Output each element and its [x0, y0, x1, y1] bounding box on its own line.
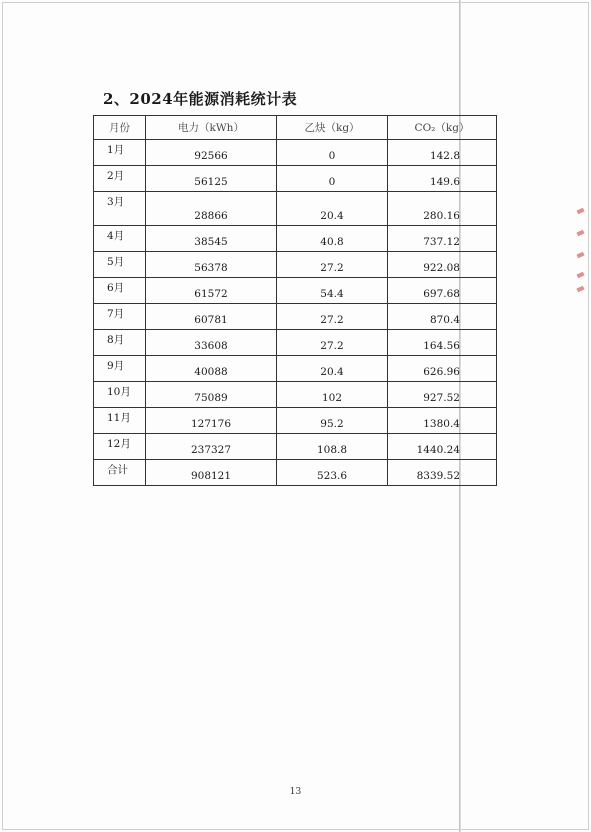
cell-acetylene: 102: [277, 382, 388, 408]
cell-electricity: 38545: [146, 226, 277, 252]
cell-co2: 737.12: [388, 226, 497, 252]
cell-month: 12月: [94, 434, 146, 460]
cell-co2: 870.4: [388, 304, 497, 330]
cell-acetylene: 0: [277, 140, 388, 166]
cell-total-acetylene: 523.6: [277, 460, 388, 486]
cell-co2: 922.08: [388, 252, 497, 278]
cell-electricity: 127176: [146, 408, 277, 434]
cell-month: 10月: [94, 382, 146, 408]
table-row: [94, 140, 497, 166]
table-row: [94, 434, 497, 460]
cell-co2: 1440.24: [388, 434, 497, 460]
cell-total-label: 合计: [94, 460, 146, 486]
header-co2: CO₂（kg）: [388, 116, 497, 140]
table-row: [94, 166, 497, 192]
energy-consumption-table: [93, 115, 497, 486]
cell-electricity: 33608: [146, 330, 277, 356]
cell-month: 6月: [94, 278, 146, 304]
table-row: [94, 226, 497, 252]
table-header-row: [94, 116, 497, 140]
cell-electricity: 28866: [146, 192, 277, 226]
cell-co2: 164.56: [388, 330, 497, 356]
section-heading: 2、2024年能源消耗统计表: [103, 90, 298, 108]
edge-red-marks: [575, 205, 587, 295]
cell-month: 2月: [94, 166, 146, 192]
cell-month: 3月: [94, 192, 146, 226]
cell-month: 8月: [94, 330, 146, 356]
cell-electricity: 75089: [146, 382, 277, 408]
cell-co2: 927.52: [388, 382, 497, 408]
table-row: [94, 408, 497, 434]
cell-acetylene: 54.4: [277, 278, 388, 304]
cell-month: 5月: [94, 252, 146, 278]
cell-acetylene: 27.2: [277, 330, 388, 356]
page-number: 13: [289, 787, 302, 797]
table-row: [94, 330, 497, 356]
table-row: [94, 192, 497, 226]
cell-co2: 280.16: [388, 192, 497, 226]
cell-month: 9月: [94, 356, 146, 382]
header-electricity: 电力（kWh）: [146, 116, 277, 140]
cell-electricity: 56378: [146, 252, 277, 278]
cell-month: 7月: [94, 304, 146, 330]
cell-co2: 697.68: [388, 278, 497, 304]
cell-acetylene: 27.2: [277, 304, 388, 330]
cell-acetylene: 0: [277, 166, 388, 192]
table-row: [94, 304, 497, 330]
cell-acetylene: 20.4: [277, 192, 388, 226]
cell-acetylene: 95.2: [277, 408, 388, 434]
cell-total-electricity: 908121: [146, 460, 277, 486]
header-month: 月份: [94, 116, 146, 140]
cell-electricity: 61572: [146, 278, 277, 304]
header-acetylene: 乙炔（kg）: [277, 116, 388, 140]
cell-co2: 149.6: [388, 166, 497, 192]
cell-co2: 1380.4: [388, 408, 497, 434]
cell-month: 1月: [94, 140, 146, 166]
cell-acetylene: 40.8: [277, 226, 388, 252]
table-total-row: [94, 460, 497, 486]
table-row: [94, 278, 497, 304]
cell-electricity: 56125: [146, 166, 277, 192]
cell-co2: 142.8: [388, 140, 497, 166]
table-row: [94, 356, 497, 382]
cell-electricity: 40088: [146, 356, 277, 382]
cell-electricity: 237327: [146, 434, 277, 460]
cell-acetylene: 27.2: [277, 252, 388, 278]
table-row: [94, 252, 497, 278]
cell-acetylene: 108.8: [277, 434, 388, 460]
cell-month: 4月: [94, 226, 146, 252]
cell-month: 11月: [94, 408, 146, 434]
cell-electricity: 60781: [146, 304, 277, 330]
cell-co2: 626.96: [388, 356, 497, 382]
cell-total-co2: 8339.52: [388, 460, 497, 486]
cell-electricity: 92566: [146, 140, 277, 166]
cell-acetylene: 20.4: [277, 356, 388, 382]
table-row: [94, 382, 497, 408]
